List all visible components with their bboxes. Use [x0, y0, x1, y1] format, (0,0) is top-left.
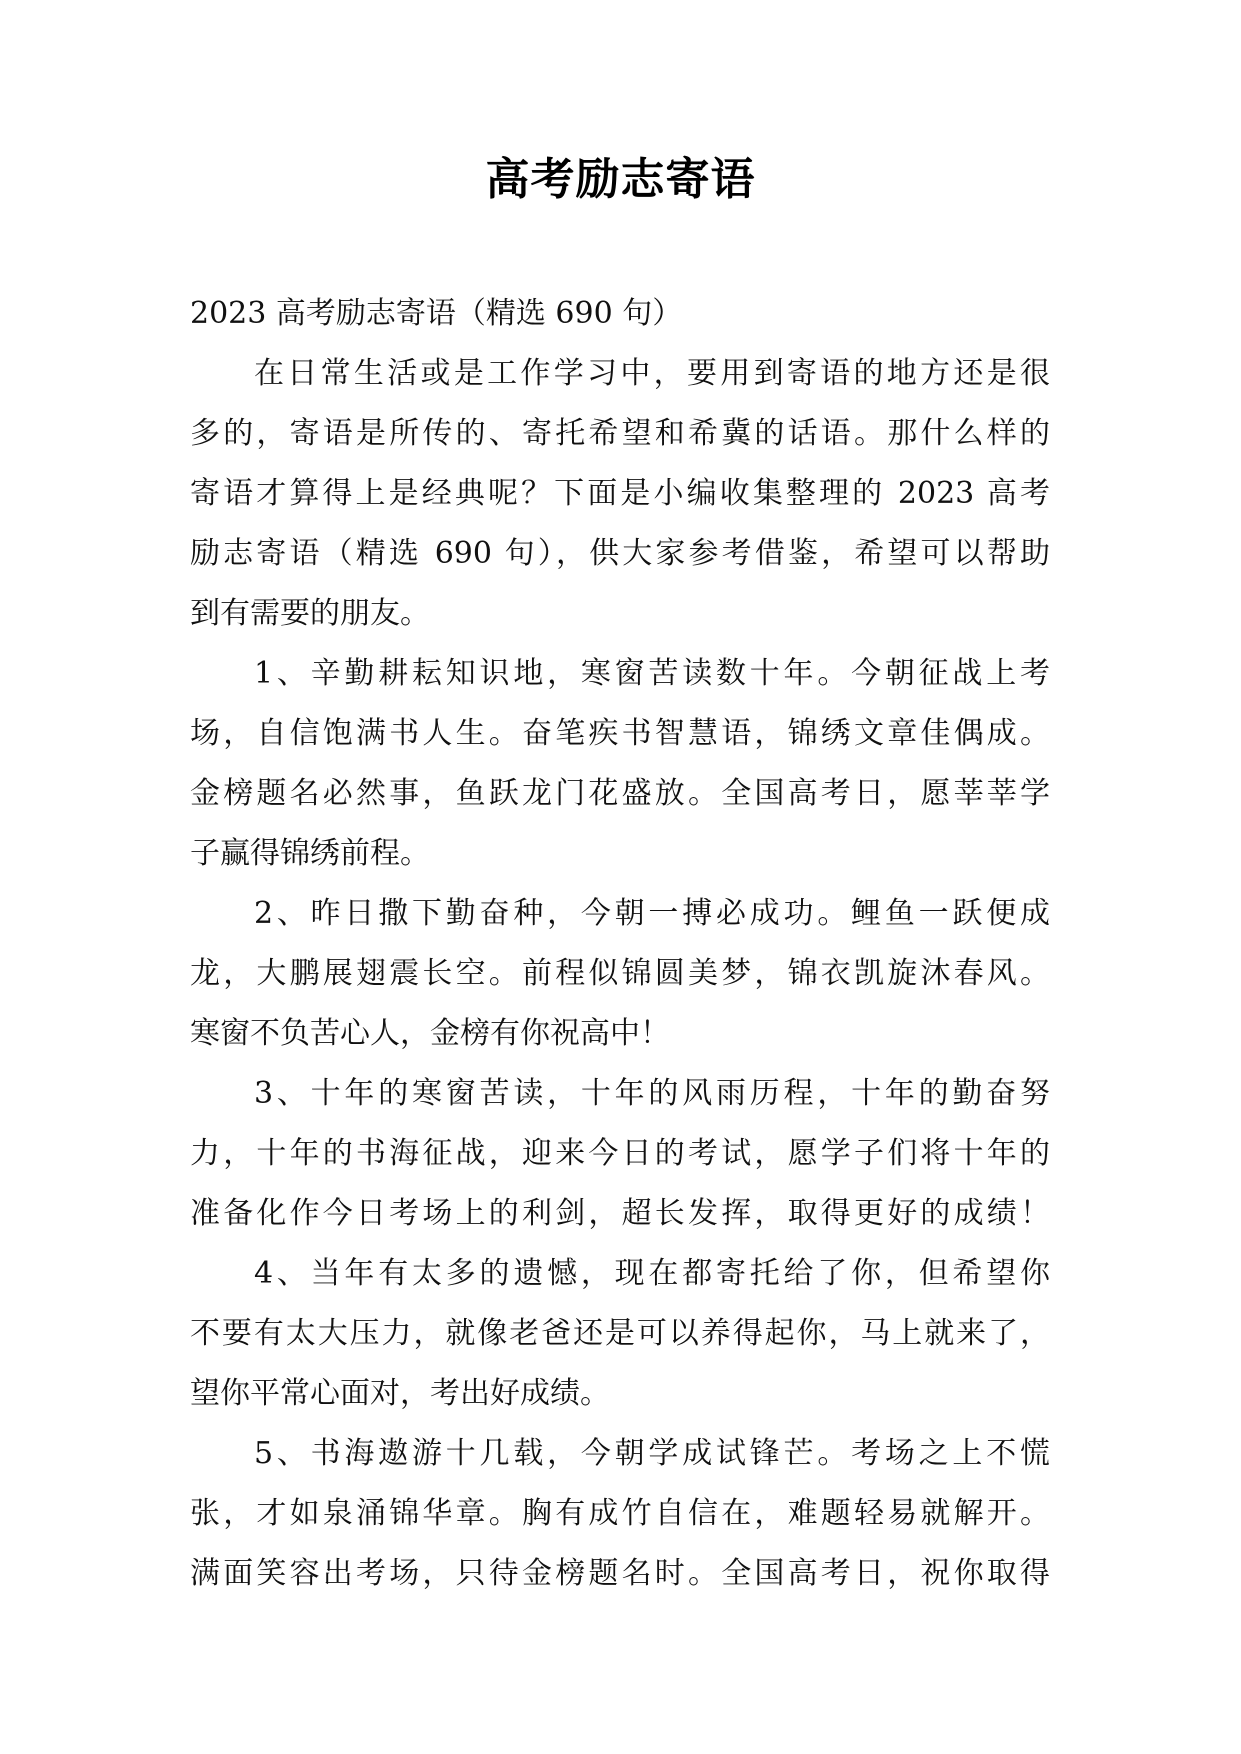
- text-line: 励志寄语（精选 690 句），供大家参考借鉴，希望可以帮助: [190, 536, 1050, 571]
- document-title: 高考励志寄语: [485, 154, 756, 205]
- document-body: [190, 284, 1050, 1604]
- text-line: 到有需要的朋友。: [190, 596, 430, 631]
- text-line: 5、书海遨游十几载，今朝学成试锋芒。考场之上不慌: [254, 1436, 1050, 1471]
- text-line: 力，十年的书海征战，迎来今日的考试，愿学子们将十年的: [190, 1136, 1050, 1171]
- text-line: 4、当年有太多的遗憾，现在都寄托给了你，但希望你: [254, 1256, 1050, 1291]
- text-line: 场，自信饱满书人生。奋笔疾书智慧语，锦绣文章佳偶成。: [190, 716, 1050, 751]
- text-line: 在日常生活或是工作学习中，要用到寄语的地方还是很: [254, 356, 1050, 391]
- text-line: 2023 高考励志寄语（精选 690 句）: [190, 296, 683, 331]
- text-line: 子赢得锦绣前程。: [190, 836, 430, 871]
- text-line: 准备化作今日考场上的利剑，超长发挥，取得更好的成绩！: [190, 1196, 1050, 1231]
- text-line: 3、十年的寒窗苦读，十年的风雨历程，十年的勤奋努: [254, 1076, 1050, 1111]
- text-line: 满面笑容出考场，只待金榜题名时。全国高考日，祝你取得: [190, 1556, 1050, 1591]
- text-line: 寄语才算得上是经典呢？下面是小编收集整理的 2023 高考: [190, 476, 1050, 511]
- text-line: 龙，大鹏展翅震长空。前程似锦圆美梦，锦衣凯旋沐春风。: [190, 956, 1050, 991]
- text-line: 2、昨日撒下勤奋种，今朝一搏必成功。鲤鱼一跃便成: [254, 896, 1050, 931]
- text-line: 寒窗不负苦心人，金榜有你祝高中！: [190, 1016, 670, 1051]
- text-line: 多的，寄语是所传的、寄托希望和希冀的话语。那什么样的: [190, 416, 1050, 451]
- text-line: 不要有太大压力，就像老爸还是可以养得起你，马上就来了，: [190, 1316, 1050, 1351]
- text-line: 金榜题名必然事，鱼跃龙门花盛放。全国高考日，愿莘莘学: [190, 776, 1050, 811]
- text-line: 望你平常心面对，考出好成绩。: [190, 1376, 610, 1411]
- text-line: 张，才如泉涌锦华章。胸有成竹自信在，难题轻易就解开。: [190, 1496, 1050, 1531]
- text-line: 1、辛勤耕耘知识地，寒窗苦读数十年。今朝征战上考: [254, 656, 1050, 691]
